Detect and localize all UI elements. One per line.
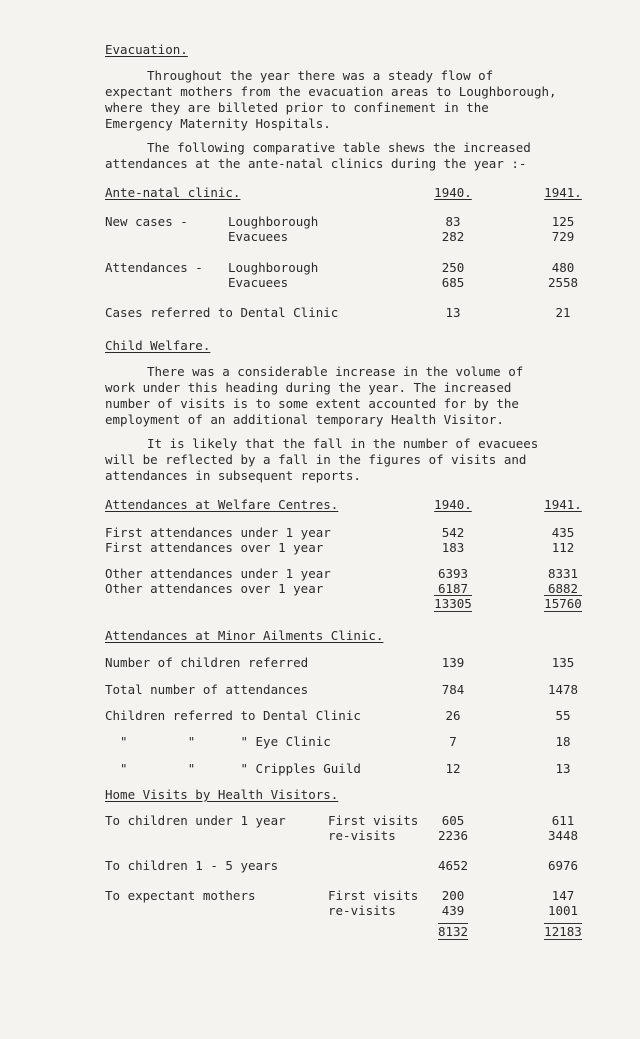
home-under1-first-label: First visits bbox=[328, 813, 419, 828]
home-expectant-first-1940: 200 bbox=[441, 888, 465, 903]
minor-row-label: Total number of attendances bbox=[105, 682, 309, 697]
home-expectant-re-label: re-visits bbox=[328, 903, 396, 918]
welfare-row-label: First attendances over 1 year bbox=[105, 540, 324, 555]
dental-referred-label: Cases referred to Dental Clinic bbox=[105, 305, 339, 320]
child-welfare-para1-line3: number of visits is to some extent accounted for by the bbox=[105, 396, 519, 411]
evacuation-para1-line3: where they are billeted prior to confinement in the bbox=[105, 100, 489, 115]
minor-row-1941: 135 bbox=[551, 655, 575, 670]
attendances-loughborough-1941: 480 bbox=[551, 260, 575, 275]
child-welfare-para2-line1: It is likely that the fall in the number of evacuees bbox=[147, 436, 539, 451]
attendances-evacuees-label: Evacuees bbox=[228, 275, 289, 290]
evacuation-para2-line2: attendances at the ante-natal clinics during the year :- bbox=[105, 156, 527, 171]
welfare-row-1940: 542 bbox=[441, 525, 465, 540]
home-under1-first-1940: 605 bbox=[441, 813, 465, 828]
welfare-row-label: Other attendances under 1 year bbox=[105, 566, 331, 581]
welfare-row-1940: 6393 bbox=[437, 566, 469, 581]
home-expectant-label: To expectant mothers bbox=[105, 888, 256, 903]
minor-row-1941: 55 bbox=[555, 708, 571, 723]
evacuation-para1-line1: Throughout the year there was a steady flow of bbox=[147, 68, 494, 83]
minor-row-1940: 12 bbox=[445, 761, 461, 776]
welfare-row-1941: 112 bbox=[551, 540, 575, 555]
welfare-col-1940: 1940. bbox=[434, 497, 472, 512]
new-cases-label: New cases - bbox=[105, 214, 188, 229]
minor-row-1940: 26 bbox=[445, 708, 461, 723]
attendances-loughborough-1940: 250 bbox=[441, 260, 465, 275]
antenatal-col-1941: 1941. bbox=[544, 185, 582, 200]
minor-row-1941: 13 bbox=[555, 761, 571, 776]
welfare-centres-heading: Attendances at Welfare Centres. bbox=[105, 497, 339, 512]
antenatal-col-1940: 1940. bbox=[434, 185, 472, 200]
dental-referred-1941: 21 bbox=[555, 305, 571, 320]
home-one-five-label: To children 1 - 5 years bbox=[105, 858, 279, 873]
child-welfare-para2-line2: will be reflected by a fall in the figures of visits and bbox=[105, 452, 527, 467]
home-visits-heading: Home Visits by Health Visitors. bbox=[105, 787, 339, 802]
minor-row-label: Children referred to Dental Clinic bbox=[105, 708, 361, 723]
child-welfare-heading: Child Welfare. bbox=[105, 338, 211, 353]
new-cases-loughborough-1941: 125 bbox=[551, 214, 575, 229]
minor-row-label: " " " Eye Clinic bbox=[105, 734, 331, 749]
evacuation-para1-line2: expectant mothers from the evacuation areas to Loughborough, bbox=[105, 84, 557, 99]
minor-row-1941: 1478 bbox=[547, 682, 579, 697]
child-welfare-para1-line4: employment of an additional temporary Health Visitor. bbox=[105, 412, 504, 427]
minor-row-1940: 784 bbox=[441, 682, 465, 697]
home-expectant-re-1940: 439 bbox=[441, 903, 465, 918]
minor-row-1941: 18 bbox=[555, 734, 571, 749]
attendances-label: Attendances - bbox=[105, 260, 203, 275]
welfare-row-1941: 435 bbox=[551, 525, 575, 540]
welfare-total-1941: 15760 bbox=[544, 596, 582, 611]
new-cases-evacuees-label: Evacuees bbox=[228, 229, 289, 244]
welfare-row-1940: 183 bbox=[441, 540, 465, 555]
new-cases-evacuees-1940: 282 bbox=[441, 229, 465, 244]
welfare-row-1940: 6187 bbox=[437, 581, 469, 596]
home-expectant-re-1941: 1001 bbox=[547, 903, 579, 918]
home-under1-re-label: re-visits bbox=[328, 828, 396, 843]
home-expectant-first-1941: 147 bbox=[551, 888, 575, 903]
minor-row-1940: 7 bbox=[449, 734, 457, 749]
home-visits-total-1940: 8132 bbox=[437, 924, 469, 939]
child-welfare-para2-line3: attendances in subsequent reports. bbox=[105, 468, 361, 483]
welfare-row-1941: 8331 bbox=[547, 566, 579, 581]
welfare-row-label: First attendances under 1 year bbox=[105, 525, 331, 540]
welfare-row-1941: 6882 bbox=[547, 581, 579, 596]
home-one-five-1941: 6976 bbox=[547, 858, 579, 873]
attendances-loughborough-label: Loughborough bbox=[228, 260, 319, 275]
minor-row-label: Number of children referred bbox=[105, 655, 309, 670]
dental-referred-1940: 13 bbox=[445, 305, 461, 320]
attendances-evacuees-1941: 2558 bbox=[547, 275, 579, 290]
antenatal-heading: Ante-natal clinic. bbox=[105, 185, 241, 200]
new-cases-evacuees-1941: 729 bbox=[551, 229, 575, 244]
new-cases-loughborough-label: Loughborough bbox=[228, 214, 319, 229]
home-visits-total-1941: 12183 bbox=[544, 924, 582, 939]
welfare-col-1941: 1941. bbox=[544, 497, 582, 512]
attendances-evacuees-1940: 685 bbox=[441, 275, 465, 290]
minor-row-label: " " " Cripples Guild bbox=[105, 761, 361, 776]
new-cases-loughborough-1940: 83 bbox=[445, 214, 461, 229]
home-expectant-first-label: First visits bbox=[328, 888, 419, 903]
child-welfare-para1-line1: There was a considerable increase in the volume of bbox=[147, 364, 524, 379]
minor-ailments-heading: Attendances at Minor Ailments Clinic. bbox=[105, 628, 384, 643]
evacuation-heading: Evacuation. bbox=[105, 42, 188, 57]
minor-row-1940: 139 bbox=[441, 655, 465, 670]
home-under1-first-1941: 611 bbox=[551, 813, 575, 828]
welfare-total-1940: 13305 bbox=[434, 596, 472, 611]
evacuation-para1-line4: Emergency Maternity Hospitals. bbox=[105, 116, 331, 131]
home-under1-re-1940: 2236 bbox=[437, 828, 469, 843]
evacuation-para2-line1: The following comparative table shews the increased bbox=[147, 140, 531, 155]
welfare-row-label: Other attendances over 1 year bbox=[105, 581, 324, 596]
home-under1-re-1941: 3448 bbox=[547, 828, 579, 843]
child-welfare-para1-line2: work under this heading during the year. The increased bbox=[105, 380, 512, 395]
home-one-five-1940: 4652 bbox=[437, 858, 469, 873]
home-under1-label: To children under 1 year bbox=[105, 813, 286, 828]
